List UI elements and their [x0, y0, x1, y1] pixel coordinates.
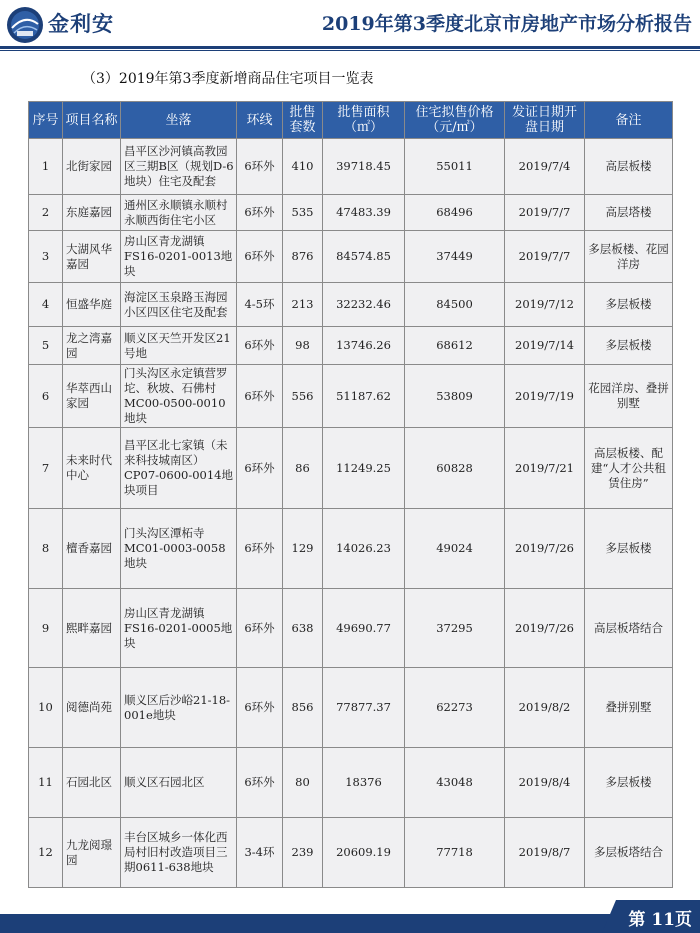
cell-note: 花园洋房、叠拼别墅	[585, 365, 673, 428]
cell-note: 高层塔楼	[585, 195, 673, 231]
cell-name: 华萃西山家园	[63, 365, 121, 428]
cell-location: 顺义区后沙峪21-18-001e地块	[121, 668, 237, 748]
cell-note: 叠拼别墅	[585, 668, 673, 748]
cell-price: 62273	[405, 668, 505, 748]
cell-units: 98	[283, 327, 323, 365]
cell-area: 47483.39	[323, 195, 405, 231]
cell-name: 九龙阅璟园	[63, 818, 121, 888]
header-price: 住宅拟售价格（元/㎡）	[405, 102, 505, 139]
page-number: 第 11页	[628, 910, 692, 930]
cell-area: 20609.19	[323, 818, 405, 888]
cell-ring: 6环外	[237, 589, 283, 668]
cell-units: 410	[283, 139, 323, 195]
page-header	[0, 0, 700, 52]
cell-area: 39718.45	[323, 139, 405, 195]
cell-name: 檀香嘉园	[63, 509, 121, 589]
cell-ring: 6环外	[237, 231, 283, 283]
cell-location: 房山区青龙湖镇FS16-0201-0005地块	[121, 589, 237, 668]
cell-location: 顺义区天竺开发区21号地	[121, 327, 237, 365]
header-note: 备注	[585, 102, 673, 139]
cell-no: 8	[29, 509, 63, 589]
table-row	[29, 139, 673, 195]
cell-no: 12	[29, 818, 63, 888]
cell-units: 638	[283, 589, 323, 668]
cell-ring: 6环外	[237, 668, 283, 748]
cell-date: 2019/7/7	[505, 195, 585, 231]
cell-units: 556	[283, 365, 323, 428]
cell-price: 49024	[405, 509, 505, 589]
cell-units: 213	[283, 283, 323, 327]
cell-location: 昌平区北七家镇（未来科技城南区）CP07-0600-0014地块项目	[121, 428, 237, 509]
header-no: 序号	[29, 102, 63, 139]
cell-note: 多层板楼	[585, 748, 673, 818]
cell-units: 80	[283, 748, 323, 818]
cell-price: 37295	[405, 589, 505, 668]
cell-ring: 3-4环	[237, 818, 283, 888]
cell-units: 856	[283, 668, 323, 748]
cell-note: 多层板楼	[585, 327, 673, 365]
cell-name: 恒盛华庭	[63, 283, 121, 327]
cell-area: 13746.26	[323, 327, 405, 365]
cell-ring: 6环外	[237, 195, 283, 231]
header-divider	[0, 46, 700, 49]
cell-location: 房山区青龙湖镇FS16-0201-0013地块	[121, 231, 237, 283]
cell-name: 龙之湾嘉园	[63, 327, 121, 365]
report-title: 2019年第3季度北京市房地产市场分析报告	[321, 13, 692, 35]
cell-price: 37449	[405, 231, 505, 283]
cell-ring: 6环外	[237, 139, 283, 195]
cell-date: 2019/7/26	[505, 589, 585, 668]
cell-ring: 6环外	[237, 748, 283, 818]
cell-price: 77718	[405, 818, 505, 888]
cell-price: 43048	[405, 748, 505, 818]
cell-name: 阅德尚苑	[63, 668, 121, 748]
cell-date: 2019/7/26	[505, 509, 585, 589]
cell-units: 86	[283, 428, 323, 509]
table-row	[29, 818, 673, 888]
cell-area: 11249.25	[323, 428, 405, 509]
header-location: 坐落	[121, 102, 237, 139]
cell-location: 昌平区沙河镇高教园区三期B区（规划D-6地块）住宅及配套	[121, 139, 237, 195]
cell-no: 7	[29, 428, 63, 509]
cell-area: 49690.77	[323, 589, 405, 668]
cell-price: 68496	[405, 195, 505, 231]
company-logo-icon	[6, 6, 44, 44]
cell-price: 60828	[405, 428, 505, 509]
header-area: 批售面积（㎡）	[323, 102, 405, 139]
cell-location: 通州区永顺镇永顺村永顺西街住宅小区	[121, 195, 237, 231]
cell-price: 68612	[405, 327, 505, 365]
table-row	[29, 428, 673, 509]
cell-no: 2	[29, 195, 63, 231]
cell-units: 535	[283, 195, 323, 231]
section-title: （3）2019年第3季度新增商品住宅项目一览表	[82, 71, 374, 87]
cell-note: 多层板楼	[585, 283, 673, 327]
header-ring: 环线	[237, 102, 283, 139]
cell-no: 4	[29, 283, 63, 327]
header-divider-thin	[0, 50, 700, 51]
cell-no: 11	[29, 748, 63, 818]
cell-name: 未来时代中心	[63, 428, 121, 509]
cell-date: 2019/7/21	[505, 428, 585, 509]
cell-date: 2019/7/7	[505, 231, 585, 283]
cell-date: 2019/7/4	[505, 139, 585, 195]
cell-date: 2019/7/19	[505, 365, 585, 428]
cell-no: 3	[29, 231, 63, 283]
footer-bar	[0, 914, 700, 933]
cell-no: 9	[29, 589, 63, 668]
cell-note: 高层板楼、配建“人才公共租赁住房”	[585, 428, 673, 509]
cell-area: 77877.37	[323, 668, 405, 748]
cell-note: 多层板塔结合	[585, 818, 673, 888]
header-units: 批售套数	[283, 102, 323, 139]
cell-area: 32232.46	[323, 283, 405, 327]
cell-location: 顺义区石园北区	[121, 748, 237, 818]
cell-units: 876	[283, 231, 323, 283]
cell-no: 1	[29, 139, 63, 195]
table-row	[29, 589, 673, 668]
header-name: 项目名称	[63, 102, 121, 139]
table-row	[29, 509, 673, 589]
cell-date: 2019/7/12	[505, 283, 585, 327]
table-row	[29, 195, 673, 231]
cell-name: 大湖风华嘉园	[63, 231, 121, 283]
cell-date: 2019/8/7	[505, 818, 585, 888]
cell-location: 门头沟区永定镇营罗坨、秋坡、石佛村MC00-0500-0010地块	[121, 365, 237, 428]
cell-name: 熙畔嘉园	[63, 589, 121, 668]
cell-ring: 6环外	[237, 509, 283, 589]
cell-date: 2019/8/4	[505, 748, 585, 818]
table-row	[29, 748, 673, 818]
cell-location: 门头沟区潭柘寺MC01-0003-0058地块	[121, 509, 237, 589]
cell-date: 2019/8/2	[505, 668, 585, 748]
cell-ring: 6环外	[237, 428, 283, 509]
brand-name: 金利安	[48, 12, 114, 36]
cell-note: 高层板塔结合	[585, 589, 673, 668]
cell-note: 高层板楼	[585, 139, 673, 195]
cell-location: 海淀区玉泉路玉海园小区四区住宅及配套	[121, 283, 237, 327]
cell-price: 55011	[405, 139, 505, 195]
cell-name: 东庭嘉园	[63, 195, 121, 231]
cell-price: 53809	[405, 365, 505, 428]
table-row	[29, 365, 673, 428]
cell-area: 51187.62	[323, 365, 405, 428]
table-header-row	[29, 102, 673, 139]
cell-ring: 6环外	[237, 365, 283, 428]
cell-units: 239	[283, 818, 323, 888]
cell-ring: 6环外	[237, 327, 283, 365]
cell-units: 129	[283, 509, 323, 589]
table-row	[29, 283, 673, 327]
cell-area: 84574.85	[323, 231, 405, 283]
table-row	[29, 231, 673, 283]
cell-price: 84500	[405, 283, 505, 327]
cell-date: 2019/7/14	[505, 327, 585, 365]
cell-note: 多层板楼、花园洋房	[585, 231, 673, 283]
cell-location: 丰台区城乡一体化西局村旧村改造项目三期0611-638地块	[121, 818, 237, 888]
cell-name: 北街家园	[63, 139, 121, 195]
cell-name: 石园北区	[63, 748, 121, 818]
cell-area: 18376	[323, 748, 405, 818]
cell-no: 6	[29, 365, 63, 428]
cell-no: 10	[29, 668, 63, 748]
table-row	[29, 668, 673, 748]
cell-area: 14026.23	[323, 509, 405, 589]
new-projects-table	[28, 101, 673, 888]
cell-no: 5	[29, 327, 63, 365]
cell-note: 多层板楼	[585, 509, 673, 589]
cell-ring: 4-5环	[237, 283, 283, 327]
header-date: 发证日期开盘日期	[505, 102, 585, 139]
table-row	[29, 327, 673, 365]
